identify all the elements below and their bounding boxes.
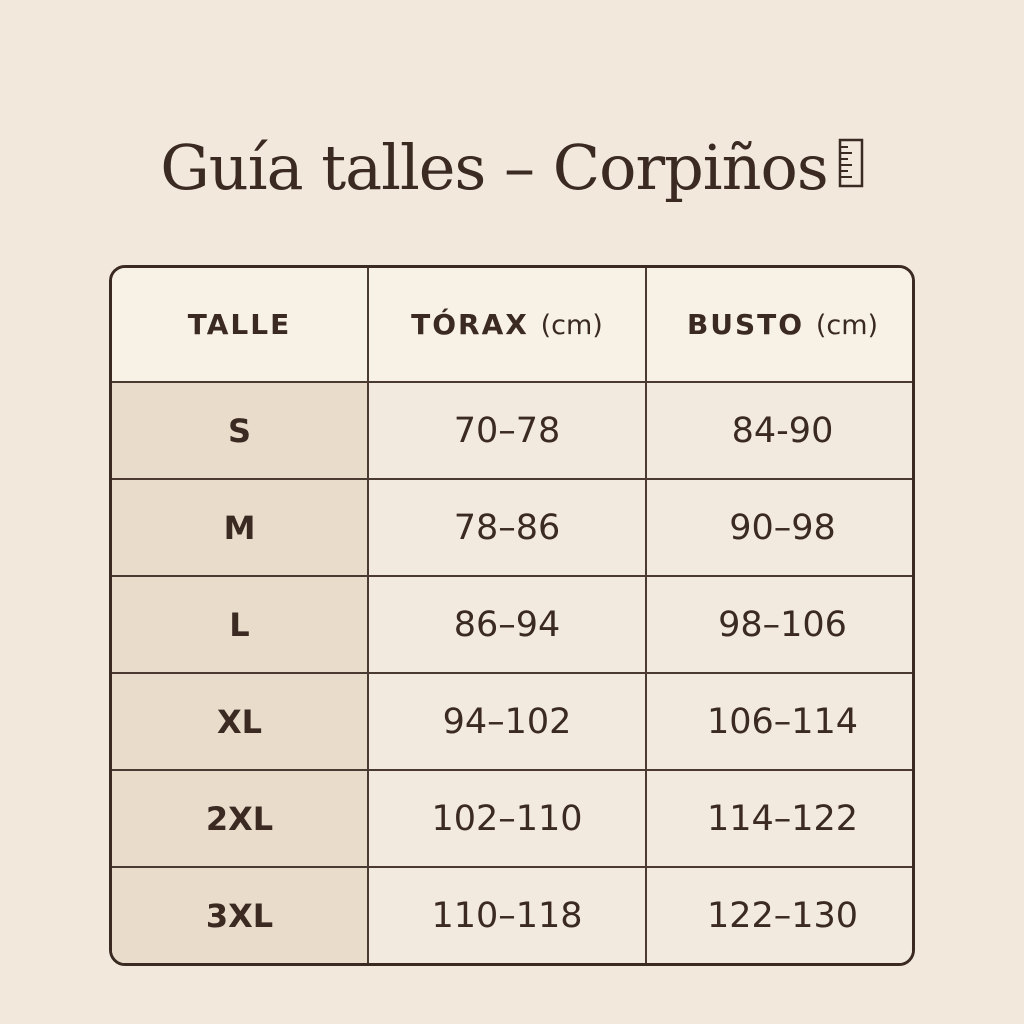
- header-torax: [368, 268, 646, 382]
- header-label: BUSTO: [686, 308, 805, 341]
- table-row: [112, 770, 915, 867]
- size-cell: L: [112, 576, 368, 673]
- header-talle: [112, 268, 368, 382]
- table-row: [112, 673, 915, 770]
- torax-cell: 102–110: [368, 770, 646, 867]
- busto-cell: 114–122: [646, 770, 915, 867]
- busto-cell: 106–114: [646, 673, 915, 770]
- busto-cell: 84-90: [646, 382, 915, 479]
- busto-cell: 122–130: [646, 867, 915, 964]
- header-unit: (cm): [815, 310, 879, 341]
- page-title: [0, 128, 1024, 213]
- table-row: [112, 382, 915, 479]
- torax-cell: 70–78: [368, 382, 646, 479]
- torax-cell: 94–102: [368, 673, 646, 770]
- table-row: [112, 867, 915, 964]
- header-busto: [646, 268, 915, 382]
- torax-cell: 110–118: [368, 867, 646, 964]
- size-cell: XL: [112, 673, 368, 770]
- size-cell: S: [112, 382, 368, 479]
- size-cell: 2XL: [112, 770, 368, 867]
- size-cell: 3XL: [112, 867, 368, 964]
- torax-cell: 78–86: [368, 479, 646, 576]
- page-title-text: Guía talles – Corpiños: [160, 131, 828, 204]
- header-label: TALLE: [187, 308, 292, 341]
- busto-cell: 90–98: [646, 479, 915, 576]
- table-row: [112, 576, 915, 673]
- table-header-row: [112, 268, 915, 382]
- ruler-icon: [838, 127, 864, 207]
- header-label: TÓRAX: [411, 308, 529, 341]
- busto-cell: 98–106: [646, 576, 915, 673]
- size-cell: M: [112, 479, 368, 576]
- header-unit: (cm): [540, 310, 603, 341]
- size-table: [109, 265, 915, 966]
- table-row: [112, 479, 915, 576]
- torax-cell: 86–94: [368, 576, 646, 673]
